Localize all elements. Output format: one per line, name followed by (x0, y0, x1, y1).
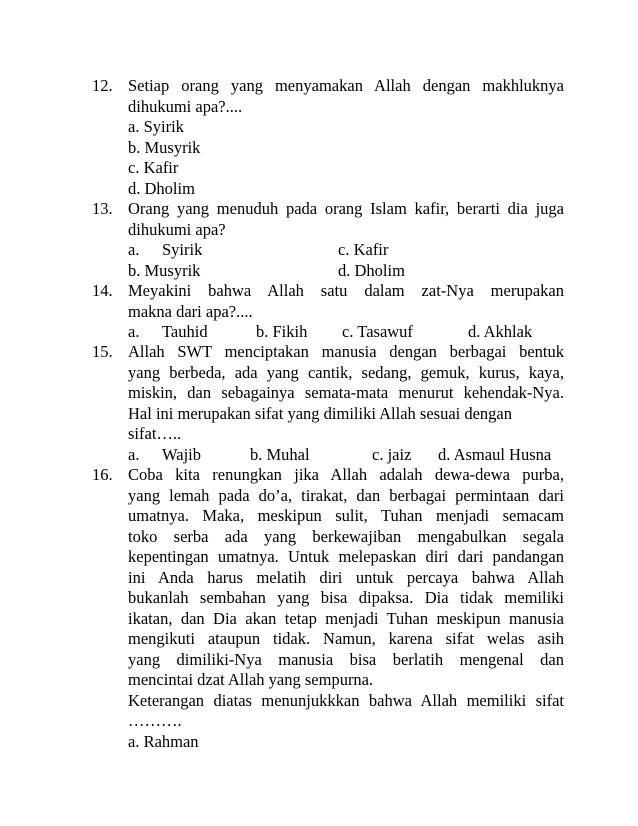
question-body (128, 342, 564, 465)
question-text-line: yang berbeda, ada yang cantik, sedang, gemuk, kurus, kaya, (128, 362, 564, 382)
option-b: b. Fikih (256, 322, 308, 341)
question-number: 14. (92, 281, 113, 300)
question-text-line: Allah SWT menciptakan manusia dengan berbagai bentuk (128, 342, 564, 361)
question-text-line: Orang yang menuduh pada orang Islam kafir, berarti dia juga (128, 199, 564, 218)
option-a-letter: a. (128, 240, 140, 259)
question-text-line: dihukumi apa? (128, 219, 226, 239)
option-b: b. Musyrik (128, 137, 201, 157)
question-text-line: Hal ini merupakan sifat yang dimiliki Allah sesuai dengan (128, 403, 512, 423)
options-row (128, 322, 564, 343)
question-number: 15. (92, 342, 113, 361)
question-text-line: ikatan, dan Dia akan tetap menjadi Tuhan meskipun manusia (128, 608, 564, 628)
question-12 (92, 76, 564, 199)
option-d: d. Dholim (338, 260, 405, 280)
option-a-text: Tauhid (162, 322, 208, 341)
option-a-text: Wajib (162, 444, 201, 464)
question-text-line: yang dimiliki-Nya manusia bisa berlatih mengenal dan (128, 649, 564, 669)
question-15 (92, 342, 564, 465)
options-row (128, 261, 564, 282)
option-a: a. Rahman (128, 731, 199, 751)
question-number: 13. (92, 199, 113, 218)
option-a-text: Syirik (162, 240, 203, 259)
question-body (128, 76, 564, 199)
options-row (128, 240, 564, 261)
question-text-line: yang lemah pada do’a, tirakat, dan berbagai permintaan dari (128, 485, 564, 505)
question-text-line: mengikuti ataupun tidak. Namun, karena sifat welas asih (128, 629, 564, 648)
option-c: c. Kafir (128, 158, 179, 177)
question-text-line: sifat….. (128, 424, 182, 443)
option-d: d. Dholim (128, 178, 195, 198)
question-text-line: umatnya. Maka, meskipun sulit, Tuhan menjadi semacam (128, 506, 564, 525)
question-text-line: ………. (128, 711, 182, 730)
question-14 (92, 281, 564, 343)
question-body (128, 465, 564, 752)
question-text-line: makna dari apa?.... (128, 301, 253, 321)
option-a-letter: a. (128, 322, 140, 341)
option-d: d. Asmaul Husna (438, 444, 552, 464)
option-a: a. Syirik (128, 117, 184, 136)
option-c: c. Kafir (338, 240, 389, 259)
options-row (128, 445, 564, 466)
question-text-line: Keterangan diatas menunjukkkan bahwa Allah memiliki sifat (128, 690, 564, 710)
question-body (128, 199, 564, 281)
question-number: 12. (92, 76, 113, 95)
question-text-line: bukanlah sembahan yang bisa dipaksa. Dia tidak memiliki (128, 588, 564, 607)
question-text-line: Coba kita renungkan jika Allah adalah dewa-dewa purba, (128, 465, 564, 484)
option-c: c. jaiz (372, 444, 412, 464)
option-c: c. Tasawuf (342, 322, 413, 341)
option-a-letter: a. (128, 444, 140, 464)
question-text-line: dihukumi apa?.... (128, 96, 243, 116)
question-text-line: Meyakini bahwa Allah satu dalam zat-Nya merupakan (128, 281, 564, 300)
question-text-line: Setiap orang yang menyamakan Allah dengan makhluknya (128, 76, 564, 95)
question-13 (92, 199, 564, 281)
option-b: b. Musyrik (128, 260, 201, 280)
option-d: d. Akhlak (468, 322, 533, 341)
question-text-line: ini Anda harus melatih diri untuk percaya bahwa Allah (128, 567, 564, 587)
option-b: b. Muhal (250, 444, 310, 464)
question-body (128, 281, 564, 343)
question-number: 16. (92, 465, 113, 484)
question-16 (92, 465, 564, 752)
question-text-line: mencintai dzat Allah yang sempurna. (128, 670, 374, 689)
question-text-line: toko serba ada yang berkewajiban mengabulkan segala (128, 526, 564, 546)
question-text-line: miskin, dan sebagainya semata-mata menurut kehendak-Nya. (128, 383, 564, 402)
question-text-line: kepentingan umatnya. Untuk melepaskan diri dari pandangan (128, 547, 564, 566)
